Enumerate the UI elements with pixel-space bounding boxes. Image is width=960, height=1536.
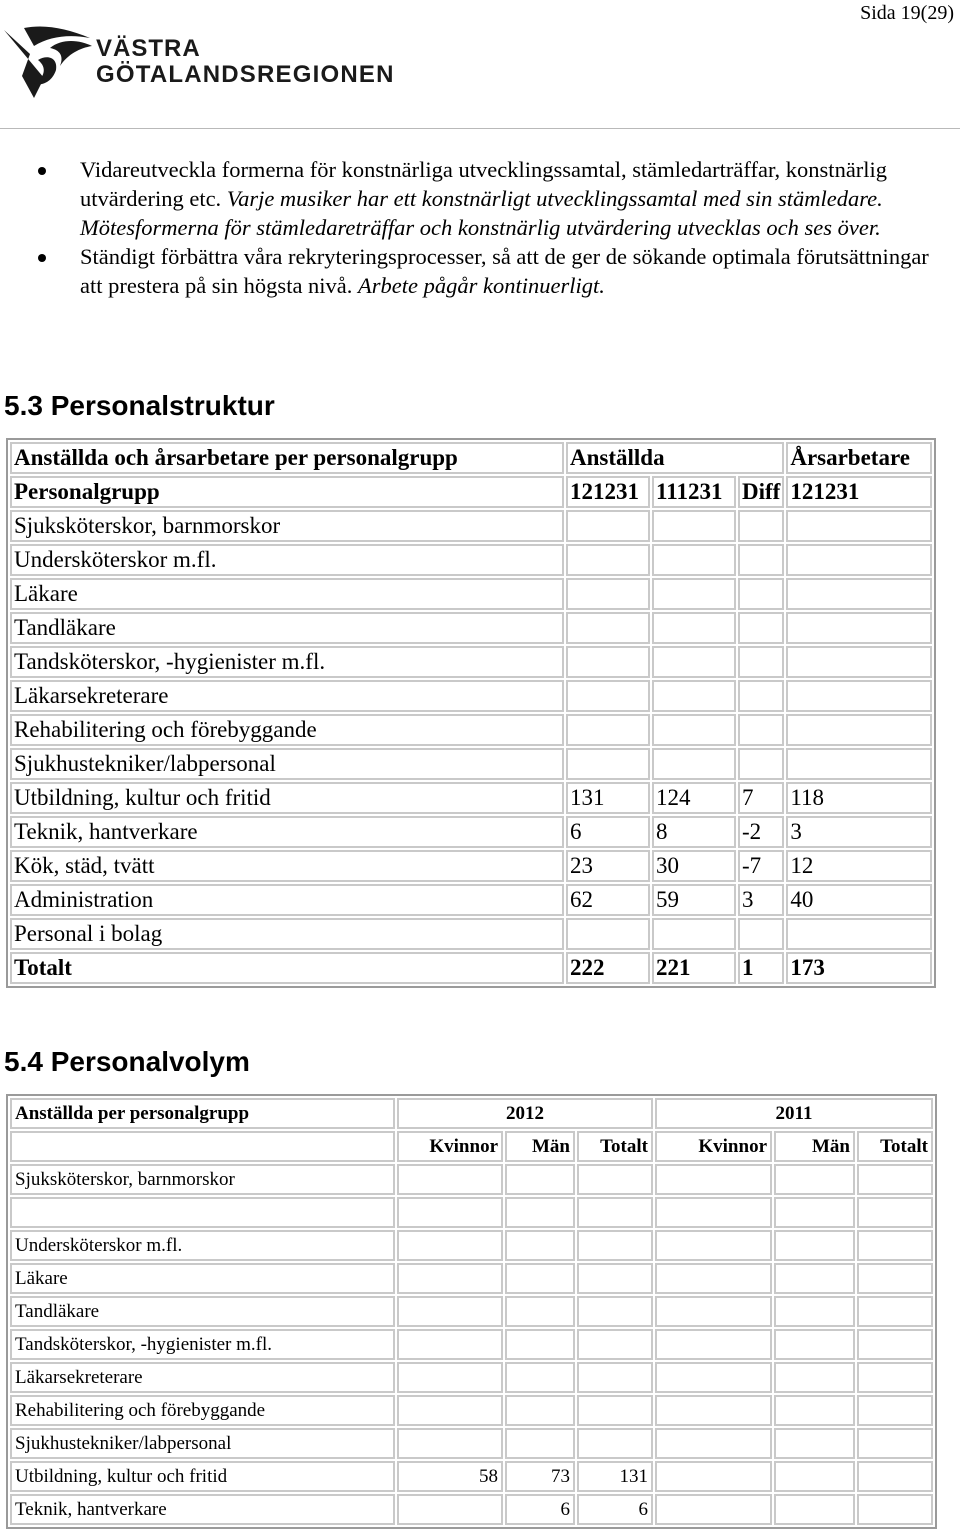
- row-label-cell: Tandläkare: [10, 612, 564, 644]
- table-cell: [505, 1263, 575, 1294]
- table-header-cell: Totalt: [577, 1131, 653, 1162]
- table-row: [10, 748, 932, 780]
- bullet-list: [0, 155, 930, 300]
- table-cell: [566, 612, 650, 644]
- table-cell: [505, 1362, 575, 1393]
- row-label-cell: Undersköterskor m.fl.: [10, 1230, 395, 1261]
- table-header-cell: Anställda och årsarbetare per personalgrupp: [10, 442, 564, 474]
- table-cell: [857, 1494, 933, 1525]
- table-cell: [786, 714, 932, 746]
- table-cell: [786, 544, 932, 576]
- table-cell: [577, 1230, 653, 1261]
- bullet-text: Ständigt förbättra våra rekryteringsprocesser, så att de ger de sökande optimala förutsättningar att prestera på sin högsta nivå.: [80, 244, 929, 298]
- table-cell: [655, 1395, 772, 1426]
- table-cell: [774, 1197, 855, 1228]
- table-cell: [397, 1164, 503, 1195]
- table-cell: [397, 1329, 503, 1360]
- table-cell: 6: [505, 1494, 575, 1525]
- table-cell: [566, 714, 650, 746]
- section-heading-personalvolym: 5.4 Personalvolym: [4, 1046, 250, 1077]
- table-cell: [774, 1329, 855, 1360]
- row-label-cell: Läkare: [10, 578, 564, 610]
- table-header-cell: 121231: [786, 476, 932, 508]
- table-cell: -2: [738, 816, 784, 848]
- table-cell: [774, 1395, 855, 1426]
- table-header-row: [10, 1098, 933, 1129]
- table-cell: [397, 1296, 503, 1327]
- table-cell: [774, 1296, 855, 1327]
- table-cell: [738, 612, 784, 644]
- table-row: [10, 646, 932, 678]
- table-cell: [505, 1395, 575, 1426]
- table-cell: [738, 714, 784, 746]
- table-cell: 8: [652, 816, 736, 848]
- table-cell: [786, 510, 932, 542]
- table-cell: [857, 1395, 933, 1426]
- table-cell: [652, 918, 736, 950]
- table-subheader-row: [10, 1131, 933, 1162]
- table-cell: [505, 1164, 575, 1195]
- personalstruktur-table: [6, 438, 936, 988]
- table-cell: [655, 1296, 772, 1327]
- table-cell: [774, 1263, 855, 1294]
- table-row: [10, 612, 932, 644]
- personalvolym-table: [6, 1094, 937, 1529]
- row-label-cell: Teknik, hantverkare: [10, 1494, 395, 1525]
- row-label-cell: Undersköterskor m.fl.: [10, 544, 564, 576]
- table-cell: [566, 544, 650, 576]
- table-cell: [786, 612, 932, 644]
- table-cell: [857, 1362, 933, 1393]
- list-item: [0, 242, 930, 300]
- table-cell: [577, 1164, 653, 1195]
- table-cell: [566, 578, 650, 610]
- table-cell: [738, 544, 784, 576]
- table-cell: [652, 646, 736, 678]
- bullet-icon: [38, 167, 46, 175]
- table-cell: [738, 578, 784, 610]
- row-label-cell: Läkare: [10, 1263, 395, 1294]
- table-cell: [577, 1395, 653, 1426]
- table-cell: [655, 1428, 772, 1459]
- table-row: [10, 1362, 933, 1393]
- table-row: [10, 544, 932, 576]
- table-cell: 222: [566, 952, 650, 984]
- row-label-cell: Kök, städ, tvätt: [10, 850, 564, 882]
- table-header-cell: Män: [505, 1131, 575, 1162]
- table-cell: 131: [566, 782, 650, 814]
- logo-line1: VÄSTRA: [96, 35, 201, 62]
- table-cell: 58: [397, 1461, 503, 1492]
- table-header-cell: Årsarbetare: [786, 442, 932, 474]
- bullet-italic-text: Arbete pågår kontinuerligt.: [358, 273, 605, 298]
- table-cell: 59: [652, 884, 736, 916]
- table-cell: [397, 1362, 503, 1393]
- row-label-cell: Sjuksköterskor, barnmorskor: [10, 510, 564, 542]
- row-label-cell: Rehabilitering och förebyggande: [10, 1395, 395, 1426]
- table-row: [10, 1395, 933, 1426]
- table-cell: 40: [786, 884, 932, 916]
- table-cell: [397, 1428, 503, 1459]
- table-cell: [577, 1197, 653, 1228]
- table-cell: [655, 1197, 772, 1228]
- table-cell: -7: [738, 850, 784, 882]
- table-cell: [857, 1197, 933, 1228]
- table-cell: [857, 1461, 933, 1492]
- table-header-cell: Anställda per personalgrupp: [10, 1098, 395, 1129]
- row-label-cell: Sjuksköterskor, barnmorskor: [10, 1164, 395, 1195]
- table-header-cell: Kvinnor: [397, 1131, 503, 1162]
- table-cell: 73: [505, 1461, 575, 1492]
- logo-mark-icon: [4, 24, 94, 108]
- table-cell: [857, 1164, 933, 1195]
- table-header-cell: 2012: [397, 1098, 653, 1129]
- table-cell: 1: [738, 952, 784, 984]
- row-label-cell: Sjukhustekniker/labpersonal: [10, 1428, 395, 1459]
- table-cell: [652, 510, 736, 542]
- table-cell: [786, 646, 932, 678]
- table-cell: 6: [566, 816, 650, 848]
- row-label-cell: Läkarsekreterare: [10, 680, 564, 712]
- row-label-cell: [10, 1197, 395, 1228]
- table-row: [10, 1296, 933, 1327]
- table-row: [10, 1428, 933, 1459]
- table-cell: [397, 1263, 503, 1294]
- header-divider: [0, 128, 960, 129]
- table-cell: [857, 1230, 933, 1261]
- table-cell: 131: [577, 1461, 653, 1492]
- table-cell: 173: [786, 952, 932, 984]
- bullet-text: Vidareutveckla formerna för konstnärliga utvecklingssamtal, stämledarträffar, konstnärlig utvärdering etc.: [80, 157, 888, 211]
- bullet-italic-text: Varje musiker har ett konstnärligt utvecklingssamtal med sin stämledare. Mötesformerna för stämledareträffar och konstnärlig utvärdering utvecklas och ses över.: [80, 186, 883, 240]
- table-cell: [655, 1164, 772, 1195]
- table-row: [10, 1230, 933, 1261]
- table-cell: [505, 1296, 575, 1327]
- row-label-cell: Utbildning, kultur och fritid: [10, 1461, 395, 1492]
- table-cell: [738, 680, 784, 712]
- table-subheader-row: [10, 476, 932, 508]
- table-cell: [652, 612, 736, 644]
- table-cell: 221: [652, 952, 736, 984]
- table-cell: [577, 1362, 653, 1393]
- table-row: [10, 816, 932, 848]
- table-row: [10, 1263, 933, 1294]
- table-cell: 3: [786, 816, 932, 848]
- table-row: [10, 578, 932, 610]
- row-label-cell: Teknik, hantverkare: [10, 816, 564, 848]
- table-row: [10, 680, 932, 712]
- table-cell: [397, 1230, 503, 1261]
- table-cell: [652, 714, 736, 746]
- table-cell: [786, 680, 932, 712]
- table-header-cell: Diff: [738, 476, 784, 508]
- table-cell: [774, 1494, 855, 1525]
- table-header-row: [10, 442, 932, 474]
- table-cell: [786, 748, 932, 780]
- table-header-cell: 121231: [566, 476, 650, 508]
- table-header-cell: [10, 1131, 395, 1162]
- table-cell: [655, 1263, 772, 1294]
- table-cell: [652, 578, 736, 610]
- row-label-cell: Totalt: [10, 952, 564, 984]
- table-cell: [505, 1428, 575, 1459]
- table-cell: 124: [652, 782, 736, 814]
- table-cell: 118: [786, 782, 932, 814]
- table-row: [10, 1494, 933, 1525]
- row-label-cell: Administration: [10, 884, 564, 916]
- table-row: [10, 510, 932, 542]
- table-cell: [655, 1362, 772, 1393]
- table-cell: [738, 646, 784, 678]
- table-cell: [786, 578, 932, 610]
- row-label-cell: Personal i bolag: [10, 918, 564, 950]
- table-row: [10, 1329, 933, 1360]
- logo-line2: GÖTALANDSREGIONEN: [96, 60, 395, 88]
- table-cell: [505, 1230, 575, 1261]
- table-header-cell: Anställda: [566, 442, 784, 474]
- table-cell: [577, 1296, 653, 1327]
- section-heading-personalstruktur: 5.3 Personalstruktur: [4, 390, 275, 421]
- table-row: [10, 884, 932, 916]
- table-cell: [566, 918, 650, 950]
- table-cell: [577, 1428, 653, 1459]
- table-total-row: [10, 952, 932, 984]
- row-label-cell: Läkarsekreterare: [10, 1362, 395, 1393]
- table-cell: [577, 1329, 653, 1360]
- table-header-cell: Totalt: [857, 1131, 933, 1162]
- row-label-cell: Utbildning, kultur och fritid: [10, 782, 564, 814]
- table-cell: [786, 918, 932, 950]
- table-cell: [655, 1461, 772, 1492]
- table-header-cell: 111231: [652, 476, 736, 508]
- table-cell: 12: [786, 850, 932, 882]
- table-cell: 7: [738, 782, 784, 814]
- table-row: [10, 782, 932, 814]
- table-row: [10, 714, 932, 746]
- table-cell: [505, 1329, 575, 1360]
- row-label-cell: Rehabilitering och förebyggande: [10, 714, 564, 746]
- table-cell: [738, 918, 784, 950]
- table-cell: 30: [652, 850, 736, 882]
- table-cell: [566, 646, 650, 678]
- table-cell: [774, 1362, 855, 1393]
- table-cell: [857, 1329, 933, 1360]
- table-cell: 6: [577, 1494, 653, 1525]
- table-cell: [738, 748, 784, 780]
- list-item: [0, 155, 930, 242]
- table-cell: [652, 748, 736, 780]
- table-cell: [655, 1329, 772, 1360]
- row-label-cell: Sjukhustekniker/labpersonal: [10, 748, 564, 780]
- table-cell: [566, 510, 650, 542]
- table-cell: [857, 1263, 933, 1294]
- table-cell: [652, 680, 736, 712]
- table-cell: [577, 1263, 653, 1294]
- row-label-cell: Tandsköterskor, -hygienister m.fl.: [10, 1329, 395, 1360]
- table-row: [10, 918, 932, 950]
- table-row: [10, 1461, 933, 1492]
- table-cell: [655, 1494, 772, 1525]
- table-cell: [774, 1461, 855, 1492]
- table-cell: [566, 680, 650, 712]
- table-cell: [566, 748, 650, 780]
- table-cell: 23: [566, 850, 650, 882]
- table-row: [10, 1197, 933, 1228]
- table-cell: [738, 510, 784, 542]
- table-cell: [774, 1230, 855, 1261]
- table-cell: [857, 1296, 933, 1327]
- row-label-cell: Tandsköterskor, -hygienister m.fl.: [10, 646, 564, 678]
- table-cell: [774, 1164, 855, 1195]
- table-cell: [505, 1197, 575, 1228]
- table-cell: 3: [738, 884, 784, 916]
- table-cell: [655, 1230, 772, 1261]
- vgr-logo: [4, 24, 394, 108]
- table-cell: 62: [566, 884, 650, 916]
- table-cell: [774, 1428, 855, 1459]
- bullet-icon: [38, 254, 46, 262]
- table-row: [10, 850, 932, 882]
- table-cell: [652, 544, 736, 576]
- table-header-cell: 2011: [655, 1098, 933, 1129]
- table-cell: [397, 1197, 503, 1228]
- page-number: Sida 19(29): [860, 2, 954, 24]
- table-header-cell: Kvinnor: [655, 1131, 772, 1162]
- table-cell: [397, 1494, 503, 1525]
- row-label-cell: Tandläkare: [10, 1296, 395, 1327]
- table-header-cell: Män: [774, 1131, 855, 1162]
- table-header-cell: Personalgrupp: [10, 476, 564, 508]
- table-cell: [857, 1428, 933, 1459]
- table-cell: [397, 1395, 503, 1426]
- table-row: [10, 1164, 933, 1195]
